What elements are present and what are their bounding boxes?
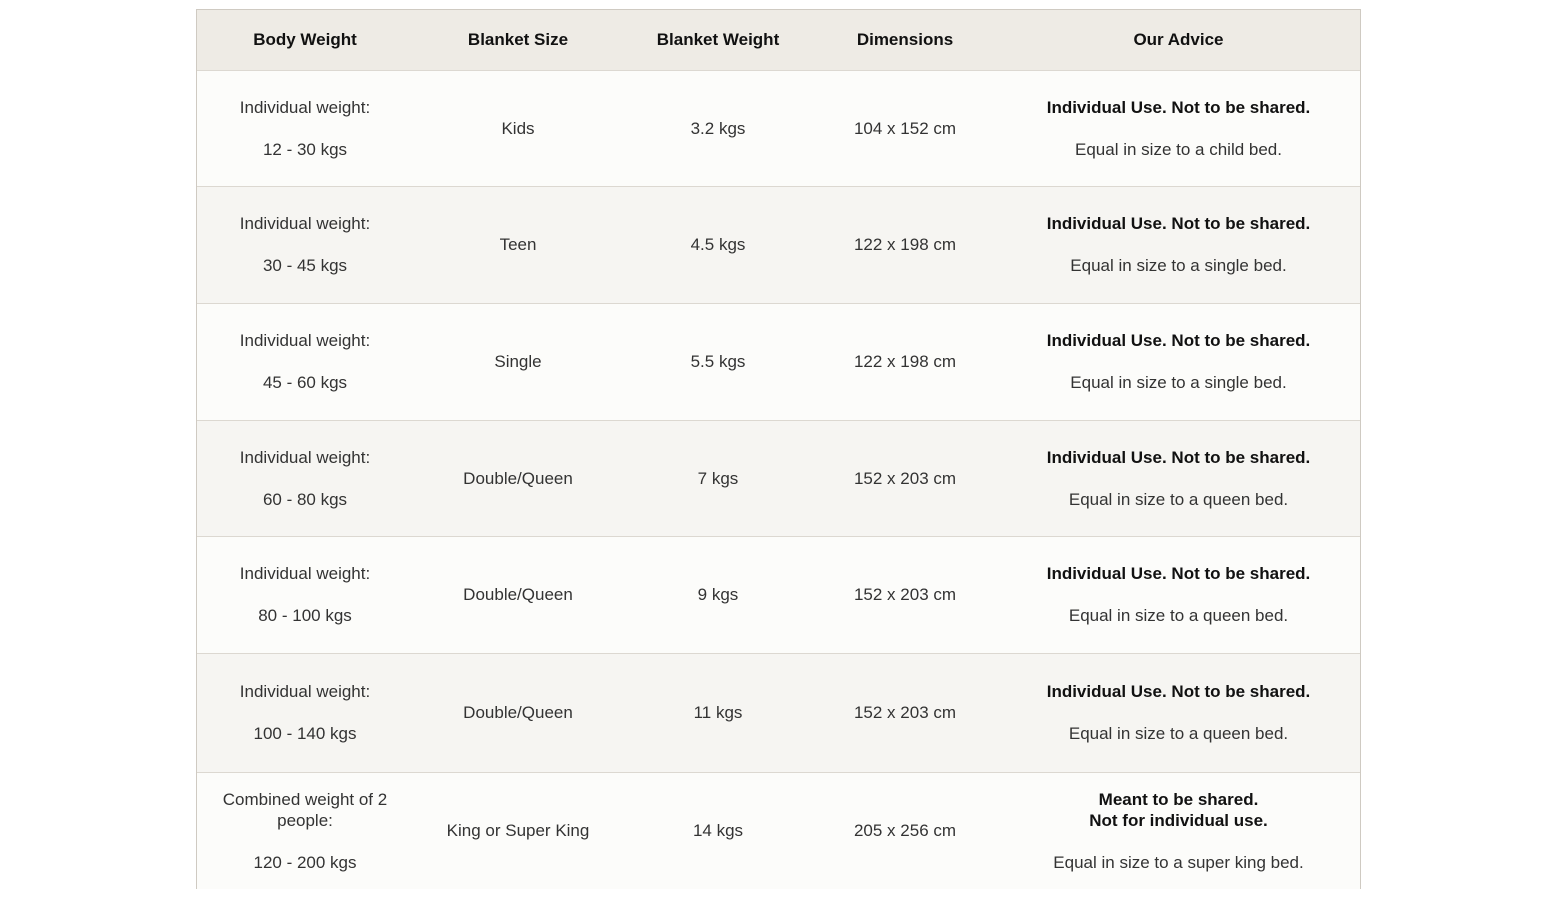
blanket-size-cell: Double/Queen — [463, 585, 573, 604]
advice-cell — [997, 70, 1360, 186]
table-row — [197, 70, 1360, 186]
body-weight-range: 30 - 45 kgs — [262, 256, 348, 275]
advice-main: Meant to be shared. Not for individual use. — [1089, 789, 1268, 830]
advice-main: Individual Use. Not to be shared. — [1046, 682, 1311, 701]
advice-note: Equal in size to a child bed. — [1075, 139, 1282, 159]
body-weight-label: Individual weight: — [239, 97, 371, 117]
blanket-size-table-container — [196, 9, 1361, 889]
blanket-weight-cell: 11 kgs — [693, 703, 743, 722]
advice-note: Equal in size to a queen bed. — [1068, 724, 1289, 743]
body-weight-cell — [197, 536, 413, 653]
dimensions-cell: 152 x 203 cm — [853, 468, 957, 488]
table-body — [197, 70, 1360, 889]
dimensions-cell: 152 x 203 cm — [853, 585, 957, 604]
advice-main: Individual Use. Not to be shared. — [1046, 564, 1311, 583]
blanket-size-cell: Teen — [499, 235, 537, 254]
body-weight-cell — [197, 303, 413, 420]
advice-cell — [997, 536, 1360, 653]
advice-main: Individual Use. Not to be shared. — [1046, 97, 1311, 117]
blanket-size-cell: Single — [494, 352, 542, 371]
body-weight-cell — [197, 772, 413, 889]
table-row — [197, 186, 1360, 303]
blanket-size-table — [197, 10, 1360, 889]
body-weight-range: 12 - 30 kgs — [262, 139, 348, 159]
table-row — [197, 653, 1360, 772]
dimensions-cell: 205 x 256 cm — [853, 821, 957, 841]
advice-cell — [997, 420, 1360, 536]
body-weight-cell — [197, 420, 413, 536]
blanket-weight-cell: 5.5 kgs — [690, 352, 746, 371]
body-weight-range: 120 - 200 kgs — [253, 852, 357, 872]
body-weight-range: 80 - 100 kgs — [258, 606, 352, 625]
blanket-weight-cell: 7 kgs — [697, 468, 739, 488]
header-row — [197, 10, 1360, 70]
header-dimensions: Dimensions — [856, 29, 954, 49]
dimensions-cell: 122 x 198 cm — [853, 235, 957, 254]
dimensions-cell: 104 x 152 cm — [853, 118, 957, 138]
advice-note: Equal in size to a queen bed. — [1068, 606, 1289, 625]
table-header — [197, 10, 1360, 70]
advice-main: Individual Use. Not to be shared. — [1046, 214, 1311, 233]
advice-main: Individual Use. Not to be shared. — [1046, 447, 1311, 467]
body-weight-label: Individual weight: — [239, 331, 371, 350]
blanket-weight-cell: 4.5 kgs — [690, 235, 746, 254]
blanket-weight-cell: 3.2 kgs — [690, 118, 746, 138]
dimensions-cell: 152 x 203 cm — [853, 703, 957, 722]
blanket-size-cell: Double/Queen — [463, 468, 573, 488]
header-blanket-size: Blanket Size — [467, 29, 569, 49]
body-weight-label: Individual weight: — [239, 564, 371, 583]
header-our-advice: Our Advice — [1133, 29, 1224, 49]
table-row — [197, 536, 1360, 653]
advice-note: Equal in size to a single bed. — [1070, 373, 1287, 392]
dimensions-cell: 122 x 198 cm — [853, 352, 957, 371]
advice-note: Equal in size to a queen bed. — [1068, 489, 1289, 509]
body-weight-cell — [197, 186, 413, 303]
advice-note: Equal in size to a super king bed. — [1053, 852, 1304, 872]
advice-cell — [997, 303, 1360, 420]
blanket-size-cell: Kids — [501, 118, 535, 138]
advice-cell — [997, 772, 1360, 889]
advice-cell — [997, 653, 1360, 772]
body-weight-cell — [197, 70, 413, 186]
table-row — [197, 420, 1360, 536]
table-row — [197, 772, 1360, 889]
body-weight-range: 100 - 140 kgs — [253, 724, 357, 743]
advice-cell — [997, 186, 1360, 303]
advice-note: Equal in size to a single bed. — [1070, 256, 1287, 275]
body-weight-label: Individual weight: — [239, 447, 371, 467]
body-weight-range: 60 - 80 kgs — [262, 489, 348, 509]
blanket-weight-cell: 14 kgs — [692, 821, 744, 841]
body-weight-label: Individual weight: — [239, 682, 371, 701]
body-weight-range: 45 - 60 kgs — [262, 373, 348, 392]
body-weight-label: Combined weight of 2 people: — [222, 789, 388, 830]
advice-main: Individual Use. Not to be shared. — [1046, 331, 1311, 350]
body-weight-cell — [197, 653, 413, 772]
header-blanket-weight: Blanket Weight — [656, 29, 780, 49]
blanket-weight-cell: 9 kgs — [697, 585, 739, 604]
blanket-size-cell: Double/Queen — [463, 703, 573, 722]
blanket-size-cell: King or Super King — [446, 821, 590, 841]
body-weight-label: Individual weight: — [239, 214, 371, 233]
table-row — [197, 303, 1360, 420]
header-body-weight: Body Weight — [253, 29, 357, 49]
